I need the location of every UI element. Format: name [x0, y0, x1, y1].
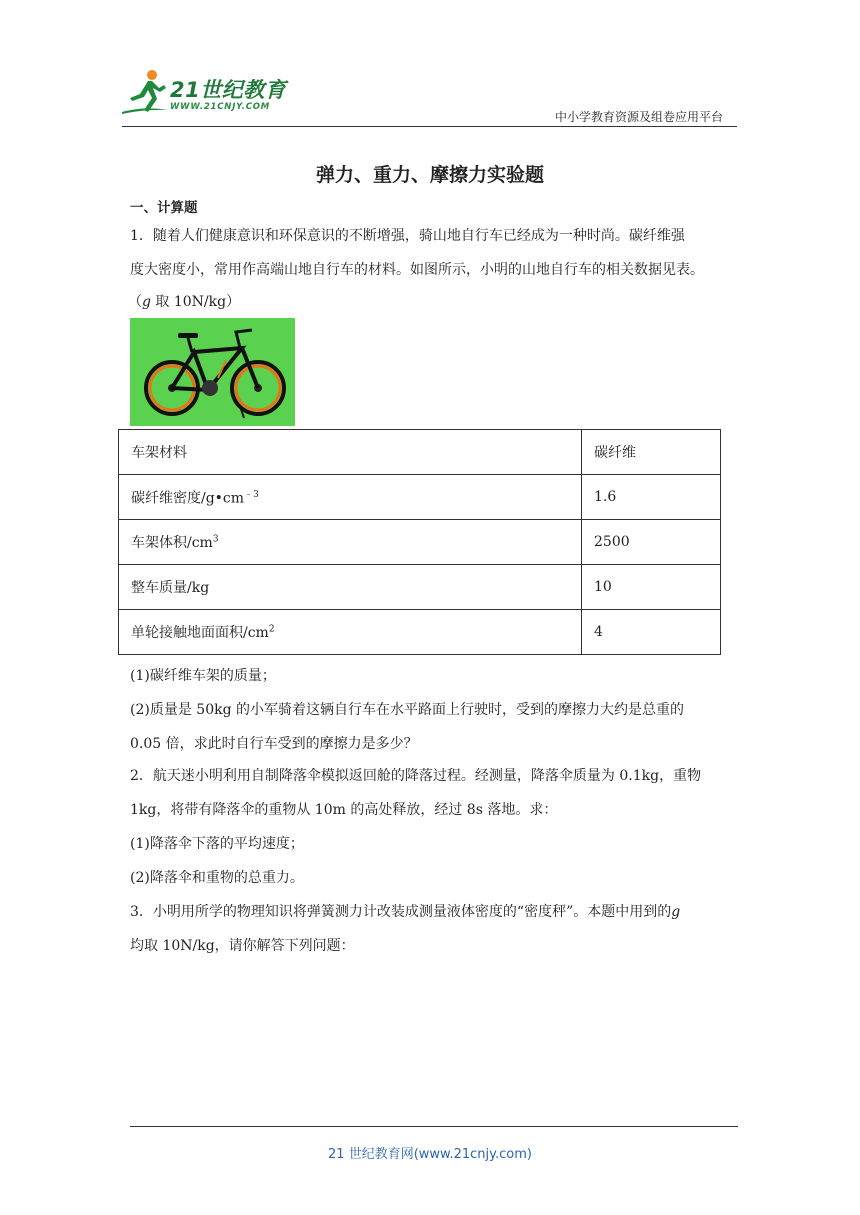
q1-line-2: 度大密度小，常用作高端山地自行车的材料。如图所示，小明的山地自行车的相关数据见表。: [130, 262, 704, 278]
page-title: 弹力、重力、摩擦力实验题: [315, 164, 544, 186]
q1-sub-1: (1)碳纤维车架的质量；: [130, 668, 276, 684]
runner-logo-icon: [122, 68, 172, 116]
table-cell-label: 整车质量/kg: [119, 565, 582, 610]
table-cell-value: 1.6: [582, 475, 721, 520]
q2-sub-2: (2)降落伞和重物的总重力。: [130, 870, 304, 886]
table-row: [119, 610, 721, 655]
table-cell-value: 2500: [582, 520, 721, 565]
section-heading: 一、计算题: [130, 200, 198, 216]
bicycle-icon: [130, 318, 295, 426]
logo-text: 21世纪教育: [170, 78, 287, 102]
table-row: [119, 565, 721, 610]
q1-sub-2a: (2)质量是 50kg 的小军骑着这辆自行车在水平路面上行驶时，受到的摩擦力大约是总重的: [130, 702, 684, 718]
footer-divider: [130, 1126, 738, 1127]
q1-line-1: 1．随着人们健康意识和环保意识的不断增强，骑山地自行车已经成为一种时尚。碳纤维强: [130, 228, 685, 244]
footer-link[interactable]: 21 世纪教育网(www.21cnjy.com): [328, 1147, 532, 1162]
table-cell-label: 碳纤维密度$/g•cm^{﹣3}$: [119, 475, 582, 520]
table-cell-value: 10: [582, 565, 721, 610]
q3-line-2: 均取 10N/kg，请你解答下列问题：: [130, 938, 355, 954]
bike-data-table: [118, 429, 721, 655]
bicycle-photo: [130, 318, 295, 426]
logo-url: WWW.21CNJY.COM: [170, 102, 271, 112]
table-row: [119, 475, 721, 520]
q2-line-1: 2．航天迷小明利用自制降落伞模拟返回舱的降落过程。经测量，降落伞质量为 0.1kg，重物: [130, 768, 702, 784]
table-row: [119, 430, 721, 475]
site-logo: [122, 68, 292, 118]
header-divider: [122, 126, 737, 127]
table-row: [119, 520, 721, 565]
q3-line-1: 3．小明用所学的物理知识将弹簧测力计改装成测量液体密度的“密度秤”。本题中用到的g: [130, 904, 681, 920]
platform-name: 中小学教育资源及组卷应用平台: [554, 110, 723, 124]
table-cell-label: 车架体积$/cm^3$: [119, 520, 582, 565]
table-cell-value: 4: [582, 610, 721, 655]
q2-line-2: 1kg，将带有降落伞的重物从 10m 的高处释放，经过 8s 落地。求：: [130, 802, 558, 818]
table-cell-value: 碳纤维: [582, 430, 721, 475]
q1-line-3: （g 取 10N/kg）: [128, 294, 241, 310]
table-cell-label: 车架材料: [119, 430, 582, 475]
q1-sub-2b: 0.05 倍，求此时自行车受到的摩擦力是多少？: [130, 736, 418, 752]
q2-sub-1: (1)降落伞下落的平均速度；: [130, 836, 304, 852]
table-cell-label: 单轮接触地面面积$/cm^2$: [119, 610, 582, 655]
